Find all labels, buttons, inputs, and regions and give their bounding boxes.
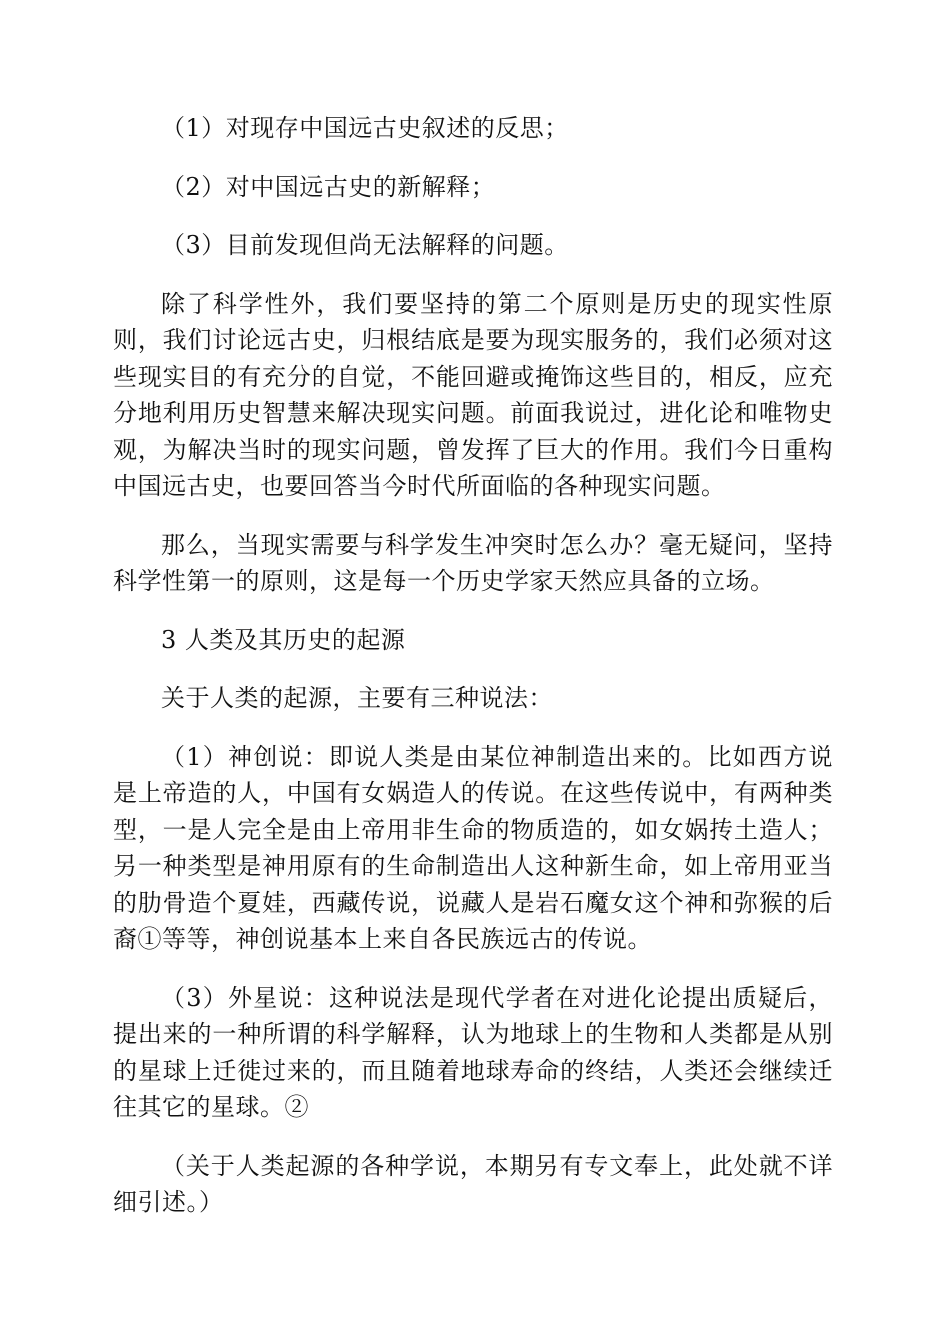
paragraph-reality-principle: 除了科学性外，我们要坚持的第二个原则是历史的现实性原则，我们讨论远古史，归根结底是要为现实服务的，我们必须对这些现实目的有充分的自觉，不能回避或掩饰这些目的，相反，应充分地利用历史智慧来解决现实问题。前面我说过，进化论和唯物史观，为解决当时的现实问题，曾发挥了巨大的作用。我们今日重构中国远古史，也要回答当今时代所面临的各种现实问题。 [113, 289, 833, 500]
document-body [113, 110, 833, 1243]
paragraph-science-first: 那么，当现实需要与科学发生冲突时怎么办？毫无疑问，坚持科学性第一的原则，这是每一个历史学家天然应具备的立场。 [113, 530, 833, 595]
paragraph-creationism: （1）神创说：即说人类是由某位神制造出来的。比如西方说是上帝造的人，中国有女娲造人的传说。在这些传说中，有两种类型，一是人完全是由上帝用非生命的物质造的，如女娲抟土造人；另一种类型是神用原有的生命制造出人这种新生命，如上帝用亚当的肋骨造个夏娃，西藏传说，说藏人是岩石魔女这个神和弥猴的后裔①等等，神创说基本上来自各民族远古的传说。 [113, 742, 833, 953]
paragraph-alien-theory: （3）外星说：这种说法是现代学者在对进化论提出质疑后，提出来的一种所谓的科学解释，认为地球上的生物和人类都是从别的星球上迁徙过来的，而且随着地球寿命的终结，人类还会继续迁往其它的星球。② [113, 983, 833, 1121]
list-item-unexplained-issues: （3）目前发现但尚无法解释的问题。 [161, 231, 569, 259]
paragraph-note: （关于人类起源的各种学说，本期另有专文奉上，此处就不详细引述。） [113, 1151, 833, 1216]
section-heading: 3 人类及其历史的起源 [161, 625, 406, 654]
paragraph-origin-intro: 关于人类的起源，主要有三种说法： [161, 684, 553, 712]
list-item-reflection: （1）对现存中国远古史叙述的反思； [161, 114, 569, 142]
list-item-new-interpretation: （2）对中国远古史的新解释； [161, 172, 496, 201]
